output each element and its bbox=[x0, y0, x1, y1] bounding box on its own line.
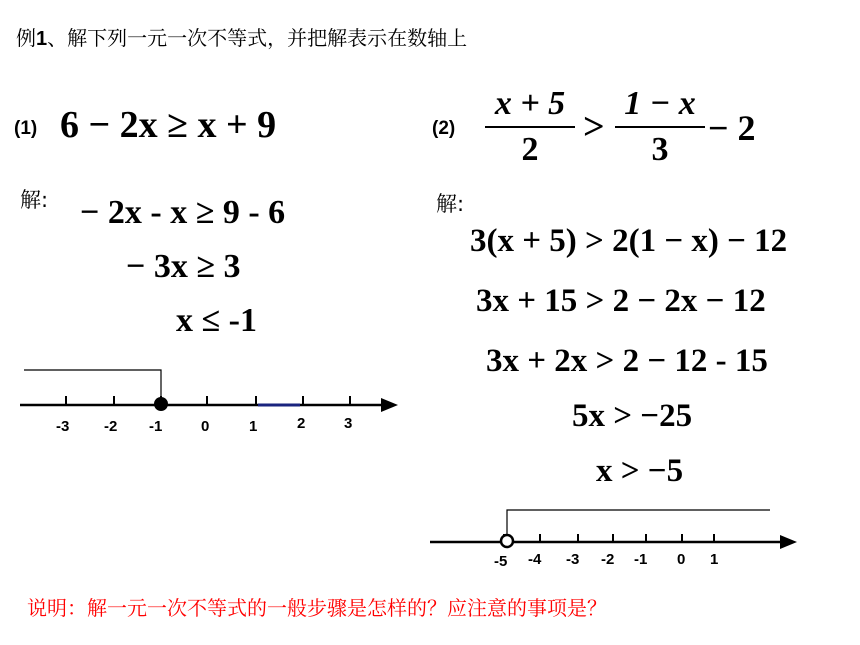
fraction-1-numerator: x + 5 bbox=[494, 85, 566, 122]
axis-1-label: 1 bbox=[249, 418, 258, 435]
axis-2-label: 1 bbox=[710, 551, 719, 568]
axis-1-label: 2 bbox=[297, 415, 306, 432]
problem-2-tail: − 2 bbox=[708, 108, 756, 148]
axis-1-label: -3 bbox=[56, 418, 70, 435]
axis-1-arrow bbox=[381, 398, 398, 412]
title-prefix: 例 bbox=[16, 26, 36, 50]
solution-2-open-dot bbox=[501, 535, 513, 547]
axis-2-label: -5 bbox=[494, 553, 508, 570]
problem-1-equation: 6 − 2x ≥ x + 9 bbox=[60, 104, 277, 146]
problem-2-step-1: 3(x + 5) > 2(1 − x) − 12 bbox=[470, 223, 788, 259]
problem-1-label: (1) bbox=[14, 118, 38, 139]
axis-1-label: 3 bbox=[344, 415, 353, 432]
title-number: 1 bbox=[36, 28, 48, 50]
problem-2-step-2: 3x + 15 > 2 − 2x − 12 bbox=[476, 283, 766, 319]
title-text: 、解下列一元一次不等式，并把解表示在数轴上 bbox=[47, 26, 468, 50]
axis-2-arrow bbox=[780, 535, 797, 549]
axis-2-label: -3 bbox=[566, 551, 580, 568]
problem-2-step-3: 3x + 2x > 2 − 12 - 15 bbox=[486, 343, 768, 379]
fraction-1-denominator: 2 bbox=[521, 131, 539, 168]
axis-2-label: -1 bbox=[634, 551, 648, 568]
fraction-2-numerator: 1 − x bbox=[624, 85, 696, 122]
problem-2-step-4: 5x > −25 bbox=[572, 398, 693, 434]
problem-2-label: (2) bbox=[432, 118, 456, 139]
axis-2-label: 0 bbox=[677, 551, 686, 568]
axis-2-label: -4 bbox=[528, 551, 542, 568]
problem-2-step-5: x > −5 bbox=[596, 453, 684, 489]
axis-1-label: -1 bbox=[149, 418, 163, 435]
problem-1-step-3: x ≤ -1 bbox=[176, 302, 257, 339]
problem-1-step-1: − 2x - x ≥ 9 - 6 bbox=[80, 194, 286, 231]
axis-2-label: -2 bbox=[601, 551, 615, 568]
solution-1-bracket bbox=[24, 370, 161, 404]
solution-2-bracket bbox=[507, 510, 770, 536]
fraction-2-denominator: 3 bbox=[651, 131, 669, 168]
summary-question: 说明：解一元一次不等式的一般步骤是怎样的？应注意的事项是？ bbox=[27, 596, 607, 620]
axis-1-label: -2 bbox=[104, 418, 118, 435]
solution-1-closed-dot bbox=[154, 397, 168, 411]
problem-2-solve-label: 解: bbox=[436, 192, 465, 216]
problem-1-solve-label: 解: bbox=[20, 188, 49, 212]
number-line-1 bbox=[20, 370, 398, 435]
axis-1-label: 0 bbox=[201, 418, 210, 435]
problem-2-gt: > bbox=[583, 106, 605, 148]
number-line-2 bbox=[430, 510, 797, 570]
problem-1-step-2: − 3x ≥ 3 bbox=[126, 248, 241, 285]
